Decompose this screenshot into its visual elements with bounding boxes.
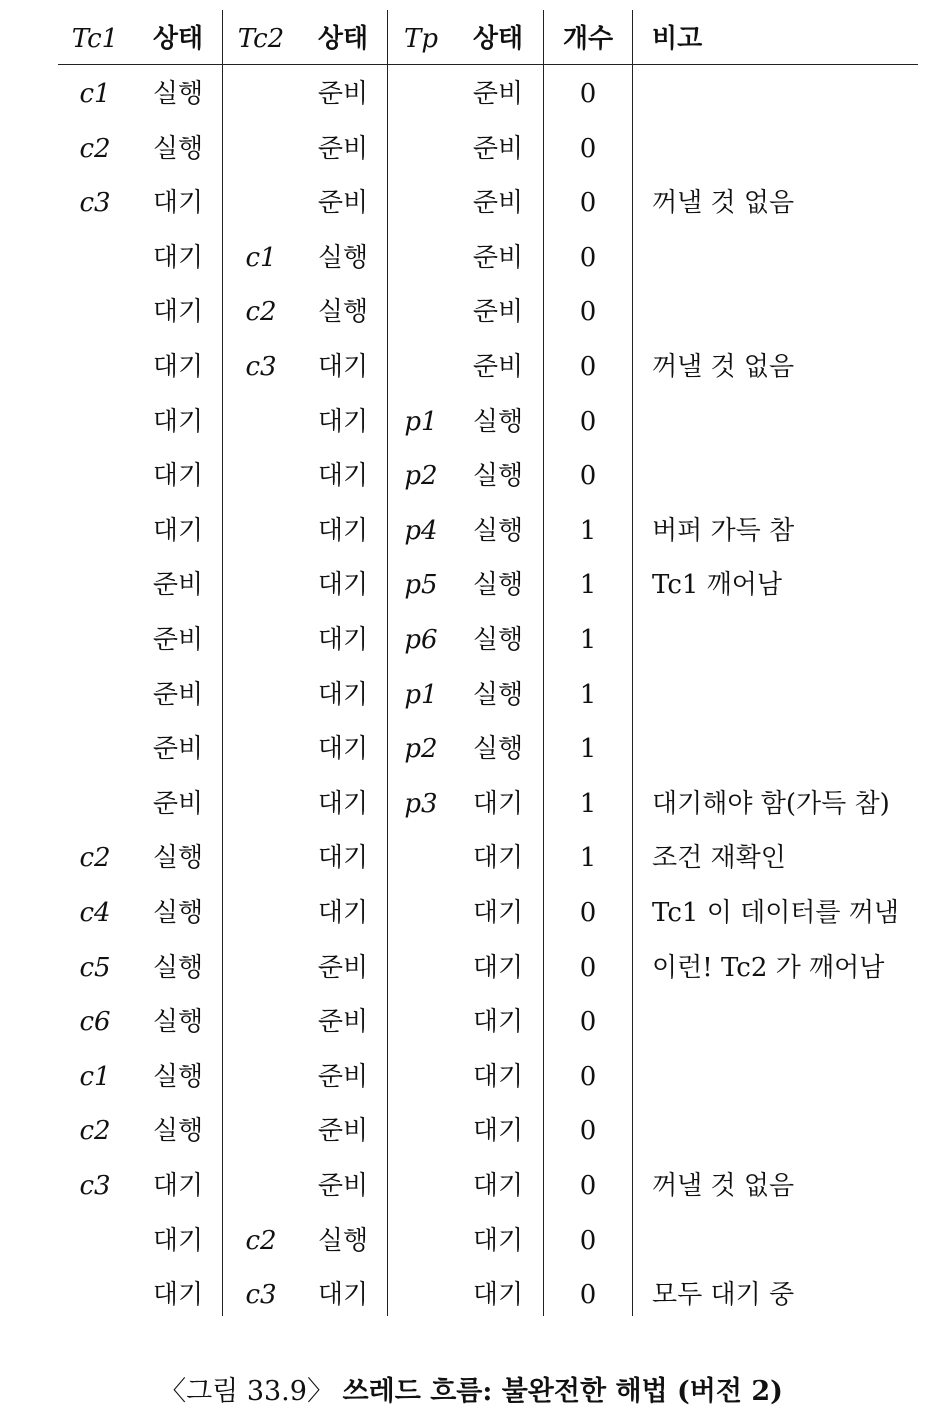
cell-tc2 bbox=[232, 558, 290, 612]
cell-state-3: 대기 bbox=[472, 1225, 524, 1256]
cell-note bbox=[652, 995, 922, 1049]
cell-count: 0 bbox=[579, 352, 597, 382]
cell-state-2: 대기 bbox=[317, 352, 369, 382]
cell-state-1: 준비 bbox=[152, 734, 204, 765]
header-tp: Tp bbox=[404, 24, 438, 54]
cell-count: 0 bbox=[579, 1116, 597, 1147]
cell-tc2 bbox=[232, 67, 290, 121]
table-row bbox=[0, 722, 942, 776]
cell-tp bbox=[396, 285, 446, 339]
cell-state-2: 실행 bbox=[317, 297, 369, 328]
cell-state-2: 준비 bbox=[317, 79, 369, 109]
cell-tc1: c2 bbox=[79, 133, 111, 164]
cell-tc2: c1 bbox=[245, 242, 277, 273]
cell-state-3: 대기 bbox=[472, 843, 524, 874]
cell-tp bbox=[396, 995, 446, 1049]
cell-count: 1 bbox=[579, 625, 597, 655]
cell-tp bbox=[396, 176, 446, 230]
cell-state-3: 대기 bbox=[472, 788, 524, 819]
cell-tc1: c3 bbox=[79, 188, 111, 219]
cell-state-3: 준비 bbox=[472, 188, 524, 219]
table-row bbox=[0, 1268, 942, 1322]
cell-count: 0 bbox=[579, 133, 597, 164]
cell-count: 0 bbox=[579, 188, 597, 219]
cell-state-1: 실행 bbox=[152, 952, 204, 983]
cell-state-2: 대기 bbox=[317, 461, 369, 492]
cell-note: 꺼낼 것 없음 bbox=[652, 188, 795, 219]
table-row bbox=[0, 231, 942, 285]
cell-state-1: 실행 bbox=[152, 843, 204, 874]
cell-state-3: 실행 bbox=[472, 461, 524, 492]
cell-tp bbox=[396, 340, 446, 394]
cell-state-2: 준비 bbox=[317, 188, 369, 219]
cell-tc1 bbox=[68, 395, 122, 449]
cell-state-1: 대기 bbox=[152, 515, 204, 546]
cell-note bbox=[652, 285, 922, 339]
cell-state-1: 실행 bbox=[152, 133, 204, 164]
cell-tp: p4 bbox=[404, 515, 438, 546]
cell-tc1 bbox=[68, 1214, 122, 1268]
table-row bbox=[0, 504, 942, 558]
cell-tp bbox=[396, 831, 446, 885]
cell-state-2: 대기 bbox=[317, 406, 369, 437]
cell-state-2: 준비 bbox=[317, 1061, 369, 1092]
cell-state-1: 실행 bbox=[152, 898, 204, 928]
cell-note: 대기해야 함(가득 참) bbox=[652, 788, 890, 819]
cell-tp: p3 bbox=[404, 788, 438, 819]
cell-state-1: 대기 bbox=[152, 406, 204, 437]
cell-count: 0 bbox=[579, 461, 597, 492]
table-row bbox=[0, 777, 942, 831]
cell-tc1: c6 bbox=[79, 1007, 111, 1038]
cell-tc2 bbox=[232, 504, 290, 558]
table-row bbox=[0, 886, 942, 940]
table-row bbox=[0, 1104, 942, 1158]
cell-note: 조건 재확인 bbox=[652, 843, 786, 874]
cell-count: 0 bbox=[579, 1171, 597, 1201]
cell-state-2: 대기 bbox=[317, 843, 369, 874]
cell-tc2 bbox=[232, 395, 290, 449]
cell-tp bbox=[396, 1214, 446, 1268]
cell-note bbox=[652, 449, 922, 503]
cell-count: 0 bbox=[579, 242, 597, 273]
cell-note: 버퍼 가득 참 bbox=[652, 515, 795, 546]
cell-state-2: 실행 bbox=[317, 1225, 369, 1256]
cell-tp bbox=[396, 1159, 446, 1213]
cell-count: 0 bbox=[579, 1007, 597, 1038]
cell-note bbox=[652, 122, 922, 176]
table-row bbox=[0, 831, 942, 885]
cell-tc2 bbox=[232, 668, 290, 722]
cell-state-2: 대기 bbox=[317, 679, 369, 710]
cell-state-3: 대기 bbox=[472, 1280, 524, 1311]
cell-tc2: c2 bbox=[245, 297, 277, 328]
cell-tc2 bbox=[232, 1050, 290, 1104]
table-row bbox=[0, 613, 942, 667]
cell-tc2 bbox=[232, 613, 290, 667]
cell-tp bbox=[396, 1050, 446, 1104]
cell-count: 0 bbox=[579, 1225, 597, 1256]
cell-tc1: c2 bbox=[79, 1116, 111, 1147]
cell-state-2: 대기 bbox=[317, 625, 369, 655]
cell-tp bbox=[396, 122, 446, 176]
cell-tc2 bbox=[232, 176, 290, 230]
cell-tp: p2 bbox=[404, 734, 438, 765]
caption-label: 〈그림 33.9〉 bbox=[159, 1376, 334, 1407]
cell-state-3: 준비 bbox=[472, 133, 524, 164]
cell-state-1: 실행 bbox=[152, 1116, 204, 1147]
cell-note: 이런! Tc2 가 깨어남 bbox=[652, 952, 885, 983]
cell-note bbox=[652, 613, 922, 667]
cell-state-2: 대기 bbox=[317, 515, 369, 546]
cell-state-3: 대기 bbox=[472, 1116, 524, 1147]
cell-count: 0 bbox=[579, 297, 597, 328]
figure-caption bbox=[0, 1370, 942, 1414]
cell-note: Tc1 이 데이터를 꺼냄 bbox=[652, 898, 900, 928]
cell-state-3: 대기 bbox=[472, 1007, 524, 1038]
cell-tc2 bbox=[232, 1159, 290, 1213]
cell-tc1: c1 bbox=[79, 79, 111, 109]
cell-count: 0 bbox=[579, 406, 597, 437]
cell-note bbox=[652, 722, 922, 776]
cell-count: 1 bbox=[579, 843, 597, 874]
cell-state-1: 실행 bbox=[152, 1007, 204, 1038]
cell-state-3: 대기 bbox=[472, 1061, 524, 1092]
cell-note: 모두 대기 중 bbox=[652, 1280, 795, 1311]
cell-note bbox=[652, 1214, 922, 1268]
cell-state-1: 대기 bbox=[152, 242, 204, 273]
cell-tp bbox=[396, 1268, 446, 1322]
cell-note bbox=[652, 1104, 922, 1158]
cell-tc1 bbox=[68, 449, 122, 503]
cell-note bbox=[652, 395, 922, 449]
table-header-row bbox=[0, 12, 942, 66]
table-row bbox=[0, 176, 942, 230]
cell-state-1: 대기 bbox=[152, 1225, 204, 1256]
cell-state-2: 준비 bbox=[317, 1007, 369, 1038]
cell-state-3: 대기 bbox=[472, 952, 524, 983]
cell-state-2: 준비 bbox=[317, 133, 369, 164]
header-note: 비고 bbox=[652, 24, 703, 54]
cell-tp bbox=[396, 1104, 446, 1158]
cell-tp bbox=[396, 231, 446, 285]
table-row bbox=[0, 1050, 942, 1104]
cell-tc2: c3 bbox=[245, 1280, 277, 1311]
cell-tp: p1 bbox=[404, 679, 438, 710]
cell-tp bbox=[396, 67, 446, 121]
cell-state-1: 대기 bbox=[152, 461, 204, 492]
cell-state-3: 준비 bbox=[472, 242, 524, 273]
cell-tc1 bbox=[68, 668, 122, 722]
cell-tc2 bbox=[232, 122, 290, 176]
cell-tc1: c4 bbox=[79, 898, 111, 928]
cell-note bbox=[652, 1050, 922, 1104]
cell-state-1: 준비 bbox=[152, 570, 204, 601]
cell-tp bbox=[396, 941, 446, 995]
table-row bbox=[0, 995, 942, 1049]
cell-state-1: 준비 bbox=[152, 625, 204, 655]
cell-state-1: 대기 bbox=[152, 297, 204, 328]
cell-note bbox=[652, 231, 922, 285]
cell-tc2 bbox=[232, 995, 290, 1049]
cell-state-1: 실행 bbox=[152, 79, 204, 109]
cell-state-2: 대기 bbox=[317, 570, 369, 601]
cell-state-1: 실행 bbox=[152, 1061, 204, 1092]
cell-tc2 bbox=[232, 831, 290, 885]
cell-state-1: 준비 bbox=[152, 788, 204, 819]
table-row bbox=[0, 340, 942, 394]
cell-state-2: 준비 bbox=[317, 1171, 369, 1201]
header-tc2: Tc2 bbox=[237, 24, 285, 54]
cell-tc2 bbox=[232, 777, 290, 831]
cell-tp: p1 bbox=[404, 406, 438, 437]
table-row bbox=[0, 285, 942, 339]
cell-state-2: 대기 bbox=[317, 898, 369, 928]
table-row bbox=[0, 67, 942, 121]
cell-state-3: 대기 bbox=[472, 898, 524, 928]
cell-count: 1 bbox=[579, 734, 597, 765]
cell-count: 0 bbox=[579, 898, 597, 928]
cell-count: 1 bbox=[579, 515, 597, 546]
cell-tc1 bbox=[68, 504, 122, 558]
cell-tc2 bbox=[232, 941, 290, 995]
table-row bbox=[0, 941, 942, 995]
cell-note: 꺼낼 것 없음 bbox=[652, 352, 795, 382]
cell-state-3: 준비 bbox=[472, 352, 524, 382]
cell-count: 1 bbox=[579, 679, 597, 710]
header-state-2: 상태 bbox=[317, 24, 369, 54]
cell-state-1: 대기 bbox=[152, 352, 204, 382]
cell-tc1: c3 bbox=[79, 1171, 111, 1201]
cell-state-2: 대기 bbox=[317, 788, 369, 819]
cell-state-2: 준비 bbox=[317, 1116, 369, 1147]
table-row bbox=[0, 558, 942, 612]
table-row bbox=[0, 1214, 942, 1268]
cell-tc2: c2 bbox=[245, 1225, 277, 1256]
header-state-1: 상태 bbox=[152, 24, 204, 54]
cell-state-3: 실행 bbox=[472, 570, 524, 601]
table-row bbox=[0, 395, 942, 449]
cell-count: 0 bbox=[579, 79, 597, 109]
cell-count: 1 bbox=[579, 788, 597, 819]
table-row bbox=[0, 449, 942, 503]
cell-tc2 bbox=[232, 886, 290, 940]
cell-note bbox=[652, 668, 922, 722]
cell-tc2 bbox=[232, 449, 290, 503]
cell-count: 0 bbox=[579, 952, 597, 983]
cell-note: 꺼낼 것 없음 bbox=[652, 1171, 795, 1201]
cell-count: 1 bbox=[579, 570, 597, 601]
cell-tc1 bbox=[68, 285, 122, 339]
cell-state-3: 실행 bbox=[472, 734, 524, 765]
table-row bbox=[0, 1159, 942, 1213]
table-row bbox=[0, 668, 942, 722]
cell-tc1: c5 bbox=[79, 952, 111, 983]
cell-tc2: c3 bbox=[245, 352, 277, 382]
cell-state-3: 준비 bbox=[472, 297, 524, 328]
cell-state-2: 실행 bbox=[317, 242, 369, 273]
cell-tc1: c1 bbox=[79, 1061, 111, 1092]
cell-tc1 bbox=[68, 340, 122, 394]
cell-tc1 bbox=[68, 613, 122, 667]
cell-state-2: 대기 bbox=[317, 734, 369, 765]
header-tc1: Tc1 bbox=[71, 24, 119, 54]
cell-tp: p5 bbox=[404, 570, 438, 601]
cell-state-2: 대기 bbox=[317, 1280, 369, 1311]
table-row bbox=[0, 122, 942, 176]
header-state-3: 상태 bbox=[472, 24, 524, 54]
cell-state-3: 실행 bbox=[472, 406, 524, 437]
cell-state-3: 실행 bbox=[472, 515, 524, 546]
header-count: 개수 bbox=[562, 24, 614, 54]
cell-tc1 bbox=[68, 722, 122, 776]
cell-tc1 bbox=[68, 1268, 122, 1322]
cell-state-3: 실행 bbox=[472, 625, 524, 655]
cell-tc2 bbox=[232, 1104, 290, 1158]
cell-state-1: 대기 bbox=[152, 188, 204, 219]
cell-count: 0 bbox=[579, 1280, 597, 1311]
cell-state-1: 준비 bbox=[152, 679, 204, 710]
cell-tc1: c2 bbox=[79, 843, 111, 874]
cell-tp bbox=[396, 886, 446, 940]
caption-title: 쓰레드 흐름: 불완전한 해법 (버전 2) bbox=[342, 1376, 783, 1407]
cell-state-3: 대기 bbox=[472, 1171, 524, 1201]
cell-note: Tc1 깨어남 bbox=[652, 570, 783, 601]
cell-state-3: 실행 bbox=[472, 679, 524, 710]
cell-note bbox=[652, 67, 922, 121]
cell-state-1: 대기 bbox=[152, 1171, 204, 1201]
cell-tc1 bbox=[68, 777, 122, 831]
cell-tp: p2 bbox=[404, 461, 438, 492]
cell-state-2: 준비 bbox=[317, 952, 369, 983]
cell-tp: p6 bbox=[404, 625, 438, 655]
cell-tc1 bbox=[68, 558, 122, 612]
cell-state-3: 준비 bbox=[472, 79, 524, 109]
cell-state-1: 대기 bbox=[152, 1280, 204, 1311]
cell-tc2 bbox=[232, 722, 290, 776]
cell-tc1 bbox=[68, 231, 122, 285]
cell-count: 0 bbox=[579, 1061, 597, 1092]
